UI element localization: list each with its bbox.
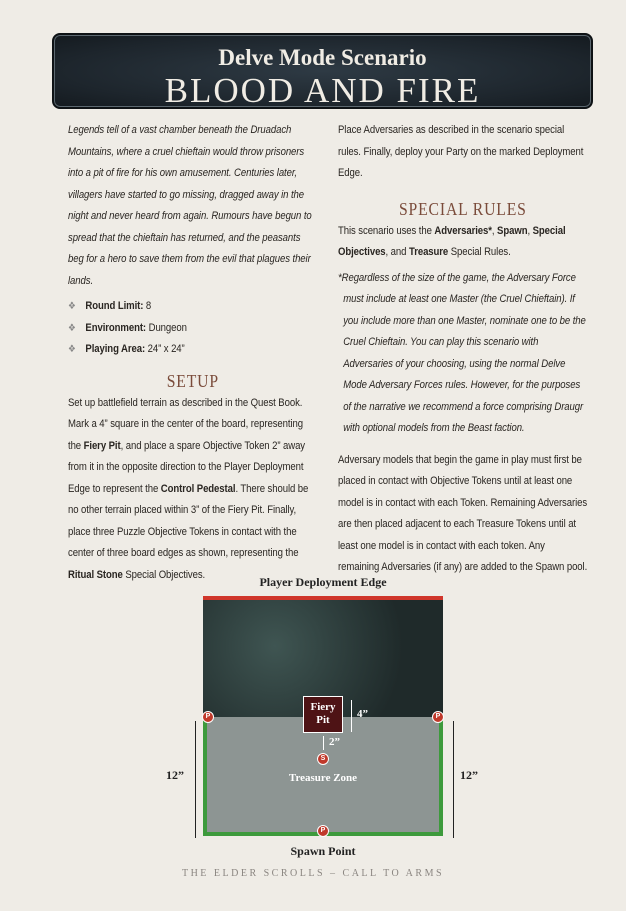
stat-playing-area: ❖ Playing Area: 24” x 24”	[68, 339, 318, 361]
right-dimension-label: 12”	[460, 768, 478, 782]
pit-size-arrow	[351, 700, 352, 732]
left-dimension-arrow	[195, 721, 196, 838]
ritual-stone-token-bottom: P	[317, 825, 329, 837]
spawn-point-label: Spawn Point	[290, 844, 356, 858]
player-deployment-edge-label: Player Deployment Edge	[259, 575, 387, 589]
stat-environment: ❖ Environment: Dungeon	[68, 318, 318, 340]
scenario-stats	[68, 296, 318, 361]
pit-size-label: 4”	[357, 708, 368, 720]
scenario-map	[203, 596, 443, 836]
adversary-note: *Regardless of the size of the game, the Adversary Force must include at least one Master (the Cruel Chieftain). If you include more than one Master, nominate one to be the Cruel Chieftain. You can play this scenario with Adversaries of your choosing, using the normal Delve Mode Adversary Forces rules. However, for the purposes of the narrative we recommend a force comprising Draugr with optional models from the Beast faction.	[338, 271, 586, 434]
right-dimension-arrow	[453, 721, 454, 838]
ritual-stone-token-left: P	[202, 711, 214, 723]
adversary-placement-text: Adversary models that begin the game in play must first be placed in contact with Objective Tokens until at least one model is in contact with each Token. Remaining Adversaries are then placed adjacent to each Treasure Tokens until at least one model is in contact with each token. Any remaining Adversaries (if any) are added to the Spawn pool.	[338, 453, 588, 573]
gap-label: 2”	[329, 736, 340, 748]
player-deployment-edge	[203, 596, 443, 600]
scenario-subtitle: Delve Mode Scenario	[218, 45, 427, 70]
page-footer: THE ELDER SCROLLS – CALL TO ARMS	[181, 868, 445, 879]
setup-heading: SETUP	[166, 370, 219, 391]
stat-round-limit: ❖ Round Limit: 8	[68, 296, 318, 318]
scenario-title: BLOOD AND FIRE	[164, 71, 481, 110]
control-pedestal-token: S	[317, 753, 329, 765]
left-dimension-label: 12”	[166, 768, 184, 782]
right-column	[338, 120, 588, 579]
title-banner	[52, 33, 593, 109]
deployment-text: Place Adversaries as described in the scenario special rules. Finally, deploy your Party on the marked Deployment Edge.	[338, 124, 584, 179]
left-column	[68, 120, 318, 586]
ritual-stone-token-right: P	[432, 711, 444, 723]
bullet-icon: ❖	[68, 322, 76, 334]
bullet-icon: ❖	[68, 344, 76, 355]
intro-text: Legends tell of a vast chamber beneath the Druadach Mountains, where a cruel chieftain would throw prisoners into a pit of fire for his own amusement. Centuries later, villagers have started to go missing, dragged away in the night and never heard from again. Rumours have begun to spread that the chieftain has returned, and the peasants beg for a hero to save them from the evil that plagues their lands.	[68, 124, 312, 287]
fiery-pit: Fiery Pit	[303, 696, 343, 733]
setup-text: Set up battlefield terrain as described in the Quest Book. Mark a 4” square in the center of the board, representing the Fiery Pit, and place a spare Objective Token 2” away from it in the opposite direction to the Player Deployment Edge to represent the Control Pedestal. There should be no other terrain placed within 3” of the Fiery Pit. Finally, place three Puzzle Objective Tokens in contact with the center of three board edges as shown, representing the Ritual Stone Special Objectives.	[68, 396, 309, 581]
bullet-icon: ❖	[68, 301, 76, 312]
gap-arrow	[323, 736, 324, 750]
treasure-zone-label: Treasure Zone	[288, 772, 358, 784]
special-rules-heading: SPECIAL RULES	[398, 198, 527, 219]
special-rules-text: This scenario uses the Adversaries*, Spawn, Special Objectives, and Treasure Special Rules.	[338, 224, 566, 258]
